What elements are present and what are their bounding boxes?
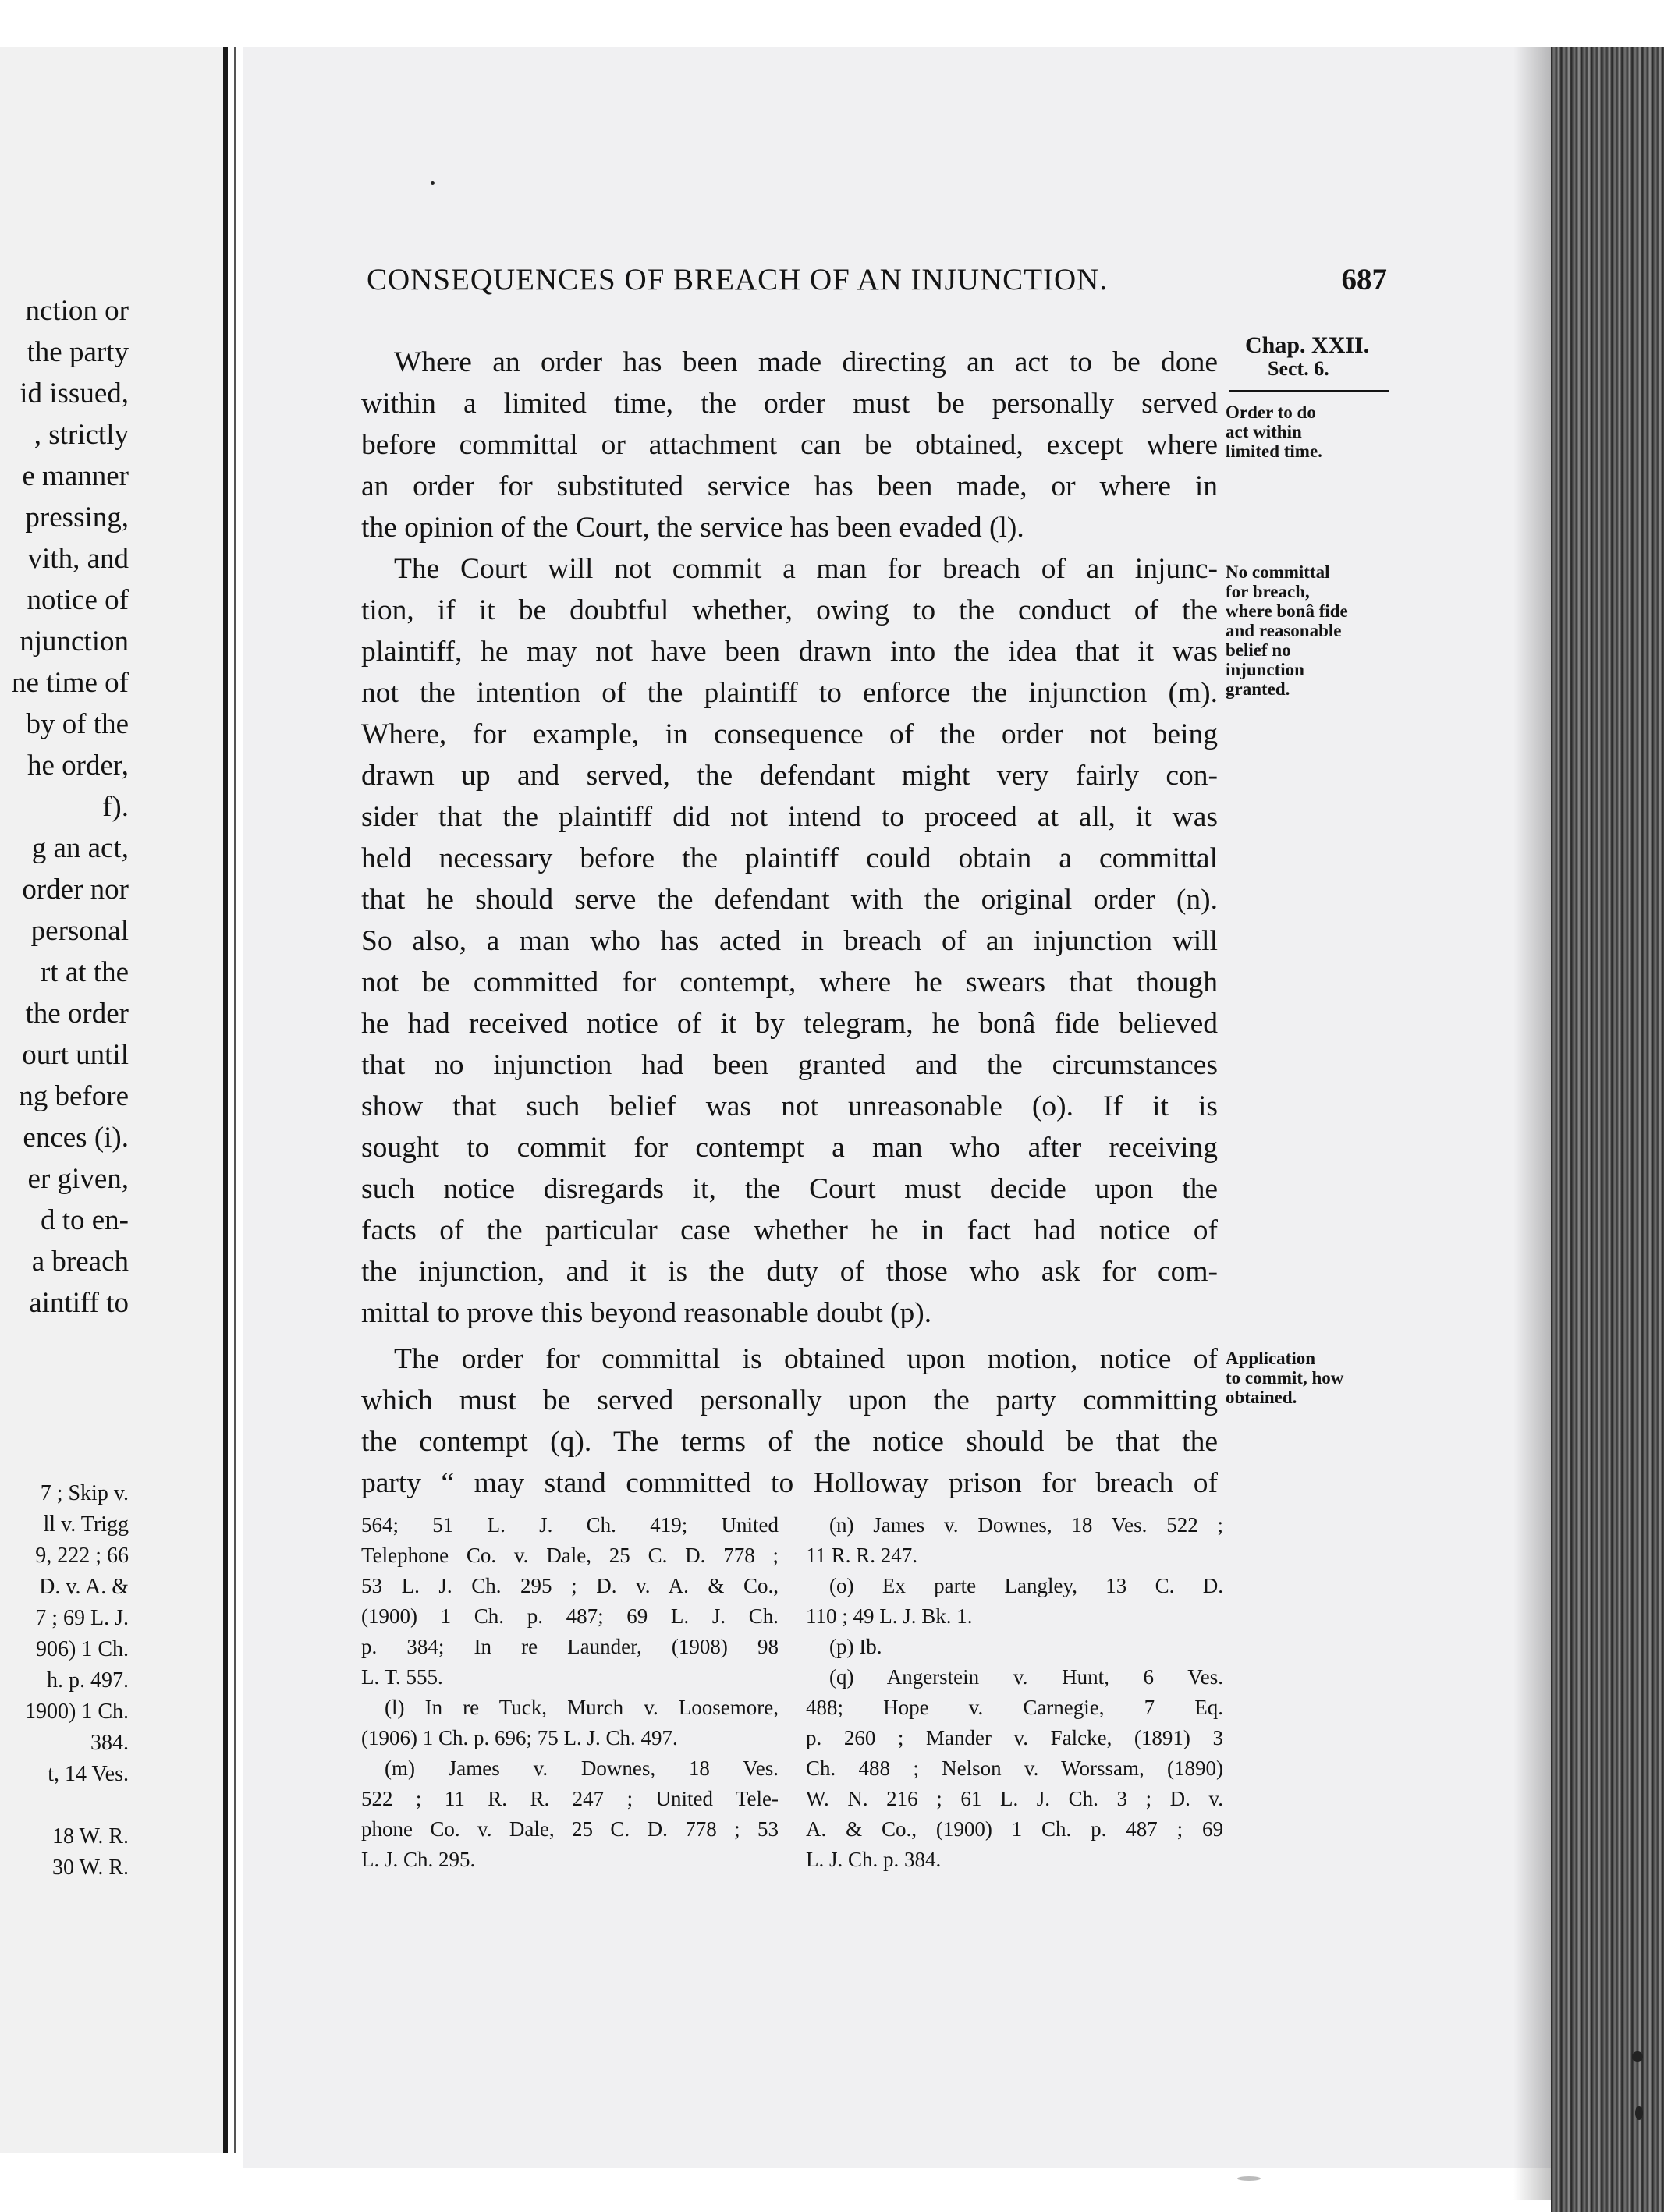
left-page-line: by of the <box>26 708 129 740</box>
left-page-line: er given, <box>27 1163 129 1195</box>
left-page-note-line: D. v. A. & <box>39 1575 129 1599</box>
left-page-line: rt at the <box>40 956 129 988</box>
left-page-line: the party <box>27 336 129 368</box>
body-line: not be committed for contempt, where he swears that though <box>361 966 1218 998</box>
body-line: So also, a man who has acted in breach of an injunction will <box>361 925 1218 957</box>
body-line: that no injunction had been granted and the circumstances <box>361 1049 1218 1081</box>
margin-note-order-to-do <box>1226 402 1405 461</box>
page-shadow <box>1513 47 1552 2200</box>
left-page-line: ng before <box>19 1080 129 1112</box>
margin-note-line: obtained. <box>1226 1388 1297 1407</box>
body-line: The order for committal is obtained upon motion, notice of <box>394 1343 1218 1375</box>
left-page-note-line: h. p. 497. <box>47 1668 129 1693</box>
body-line: show that such belief was not unreasonable (o). If it is <box>361 1090 1218 1122</box>
body-line: facts of the particular case whether he in fact had notice of <box>361 1214 1218 1246</box>
left-page-line: , strictly <box>34 419 129 451</box>
margin-note-line: injunction <box>1226 660 1304 679</box>
body-line: mittal to prove this beyond reasonable doubt (p). <box>361 1297 932 1329</box>
body-line: tion, if it be doubtful whether, owing to the conduct of the <box>361 594 1218 626</box>
footnote-line: 53 L. J. Ch. 295 ; D. v. A. & Co., <box>361 1574 779 1597</box>
scan-speck <box>431 181 435 185</box>
footnote-line: phone Co. v. Dale, 25 C. D. 778 ; 53 <box>361 1817 779 1841</box>
running-title: CONSEQUENCES OF BREACH OF AN INJUNCTION. <box>367 263 1109 296</box>
left-page-line: g an act, <box>31 832 129 864</box>
chapter-label: Chap. XXII. <box>1245 332 1370 358</box>
scan-speck <box>1632 2051 1643 2062</box>
margin-note-line: belief no <box>1226 640 1291 660</box>
margin-note-line: where bonâ fide <box>1226 601 1348 621</box>
footnote-line: 564; 51 L. J. Ch. 419; United <box>361 1513 779 1537</box>
left-page-line: ne time of <box>11 667 129 699</box>
footnote-line: A. & Co., (1900) 1 Ch. p. 487 ; 69 <box>806 1817 1223 1841</box>
left-page-line: id issued, <box>20 378 129 409</box>
body-line: not the intention of the plaintiff to enforce the injunction (m). <box>361 677 1218 709</box>
margin-note-line: for breach, <box>1226 582 1310 601</box>
margin-note-line: and reasonable <box>1226 621 1342 640</box>
body-line: party “ may stand committed to Holloway prison for breach of <box>361 1467 1218 1499</box>
gutter-shadow <box>223 47 228 2153</box>
left-page-note-line: 384. <box>90 1731 129 1755</box>
body-line: drawn up and served, the defendant might very fairly con- <box>361 760 1218 792</box>
body-line: plaintiff, he may not have been drawn into the idea that it was <box>361 636 1218 668</box>
footnote-line: 11 R. R. 247. <box>806 1544 918 1567</box>
footnote-line: (p) Ib. <box>829 1635 882 1658</box>
margin-note-line: to commit, how <box>1226 1368 1344 1388</box>
left-page-line: d to en- <box>40 1204 129 1236</box>
left-page-note-line: 906) 1 Ch. <box>36 1637 129 1661</box>
left-page-line: a breach <box>31 1246 129 1278</box>
margin-note-line: granted. <box>1226 679 1290 699</box>
left-page-line: notice of <box>27 584 129 616</box>
page-number: 687 <box>1341 263 1387 296</box>
body-line: before committal or attachment can be obtained, except where <box>361 429 1218 461</box>
scan-speck <box>1635 2106 1643 2120</box>
body-line: which must be served personally upon the party committing <box>361 1384 1218 1416</box>
margin-note-line: Application <box>1226 1349 1316 1368</box>
footnote-line: (q) Angerstein v. Hunt, 6 Ves. <box>829 1665 1223 1689</box>
left-page-line: f). <box>102 791 129 823</box>
left-page-line: order nor <box>22 874 129 906</box>
body-line: the contempt (q). The terms of the notice should be that the <box>361 1426 1218 1458</box>
left-page-line: he order, <box>27 750 129 782</box>
footnote-line: p. 260 ; Mander v. Falcke, (1891) 3 <box>806 1726 1223 1749</box>
left-page-note-line: ll v. Trigg <box>43 1512 129 1537</box>
left-page-note-line: 18 W. R. <box>51 1824 129 1849</box>
body-line: Where an order has been made directing an act to be done <box>394 346 1218 378</box>
left-page-line: pressing, <box>25 502 129 534</box>
margin-note-application <box>1226 1349 1405 1407</box>
left-page-line: vith, and <box>27 543 129 575</box>
left-page-line: aintiff to <box>29 1287 129 1319</box>
footnote-line: 522 ; 11 R. R. 247 ; United Tele- <box>361 1787 779 1810</box>
footnote-line: Telephone Co. v. Dale, 25 C. D. 778 ; <box>361 1544 779 1567</box>
footnote-line: Ch. 488 ; Nelson v. Worssam, (1890) <box>806 1756 1223 1780</box>
body-line: an order for substituted service has been made, or where in <box>361 470 1218 502</box>
gutter-line <box>234 47 236 2153</box>
left-page-line: njunction <box>20 626 129 658</box>
body-line: such notice disregards it, the Court must decide upon the <box>361 1173 1218 1205</box>
left-page-line: ourt until <box>22 1039 129 1071</box>
body-line: the opinion of the Court, the service has been evaded (l). <box>361 512 1024 544</box>
footnote-line: (l) In re Tuck, Murch v. Loosemore, <box>385 1696 779 1719</box>
left-page-line: personal <box>30 915 129 947</box>
footnote-line: (1900) 1 Ch. p. 487; 69 L. J. Ch. <box>361 1604 779 1628</box>
left-page-line: nction or <box>25 295 129 327</box>
body-line: The Court will not commit a man for breach of an injunc- <box>394 553 1218 585</box>
left-page-note-line: 1900) 1 Ch. <box>25 1700 129 1724</box>
body-line: the injunction, and it is the duty of those who ask for com- <box>361 1256 1218 1288</box>
footnote-line: p. 384; In re Launder, (1908) 98 <box>361 1635 779 1658</box>
footnote-line: L. J. Ch. p. 384. <box>806 1848 942 1871</box>
left-page-line: the order <box>25 998 129 1030</box>
left-page-note-line: t, 14 Ves. <box>48 1762 129 1786</box>
left-page-note-line: 7 ; 69 L. J. <box>35 1606 129 1630</box>
margin-note-no-committal <box>1226 562 1405 699</box>
margin-note-line: act within <box>1226 422 1302 441</box>
left-page-line: e manner <box>22 460 129 492</box>
footnote-line: 110 ; 49 L. J. Bk. 1. <box>806 1604 973 1628</box>
left-page-note-line: 30 W. R. <box>51 1856 129 1880</box>
scan-speck <box>1237 2176 1261 2181</box>
body-line: sought to commit for contempt a man who after receiving <box>361 1132 1218 1164</box>
margin-rule <box>1229 390 1389 392</box>
body-line: sider that the plaintiff did not intend to proceed at all, it was <box>361 801 1218 833</box>
footnote-line: 488; Hope v. Carnegie, 7 Eq. <box>806 1696 1223 1719</box>
footnote-line: W. N. 216 ; 61 L. J. Ch. 3 ; D. v. <box>806 1787 1223 1810</box>
page-edges <box>1551 47 1664 2212</box>
footnote-line: (o) Ex parte Langley, 13 C. D. <box>829 1574 1223 1597</box>
footnote-line: L. J. Ch. 295. <box>361 1848 476 1871</box>
footnote-line: (m) James v. Downes, 18 Ves. <box>385 1756 779 1780</box>
body-line: Where, for example, in consequence of the order not being <box>361 718 1218 750</box>
body-line: that he should serve the defendant with the original order (n). <box>361 884 1218 916</box>
section-label: Sect. 6. <box>1268 357 1329 380</box>
body-line: within a limited time, the order must be personally served <box>361 388 1218 420</box>
footnote-line: L. T. 555. <box>361 1665 443 1689</box>
left-page-line: ences (i). <box>23 1122 129 1154</box>
body-line: he had received notice of it by telegram, he bonâ fide believed <box>361 1008 1218 1040</box>
footnote-line: (n) James v. Downes, 18 Ves. 522 ; <box>829 1513 1223 1537</box>
margin-note-line: Order to do <box>1226 402 1316 422</box>
left-page-note-line: 7 ; Skip v. <box>40 1481 129 1505</box>
margin-note-line: limited time. <box>1226 441 1322 461</box>
left-page-note-line: 9, 222 ; 66 <box>35 1544 129 1568</box>
body-line: held necessary before the plaintiff could obtain a committal <box>361 842 1218 874</box>
footnote-line: (1906) 1 Ch. p. 696; 75 L. J. Ch. 497. <box>361 1726 678 1749</box>
margin-note-line: No committal <box>1226 562 1330 582</box>
